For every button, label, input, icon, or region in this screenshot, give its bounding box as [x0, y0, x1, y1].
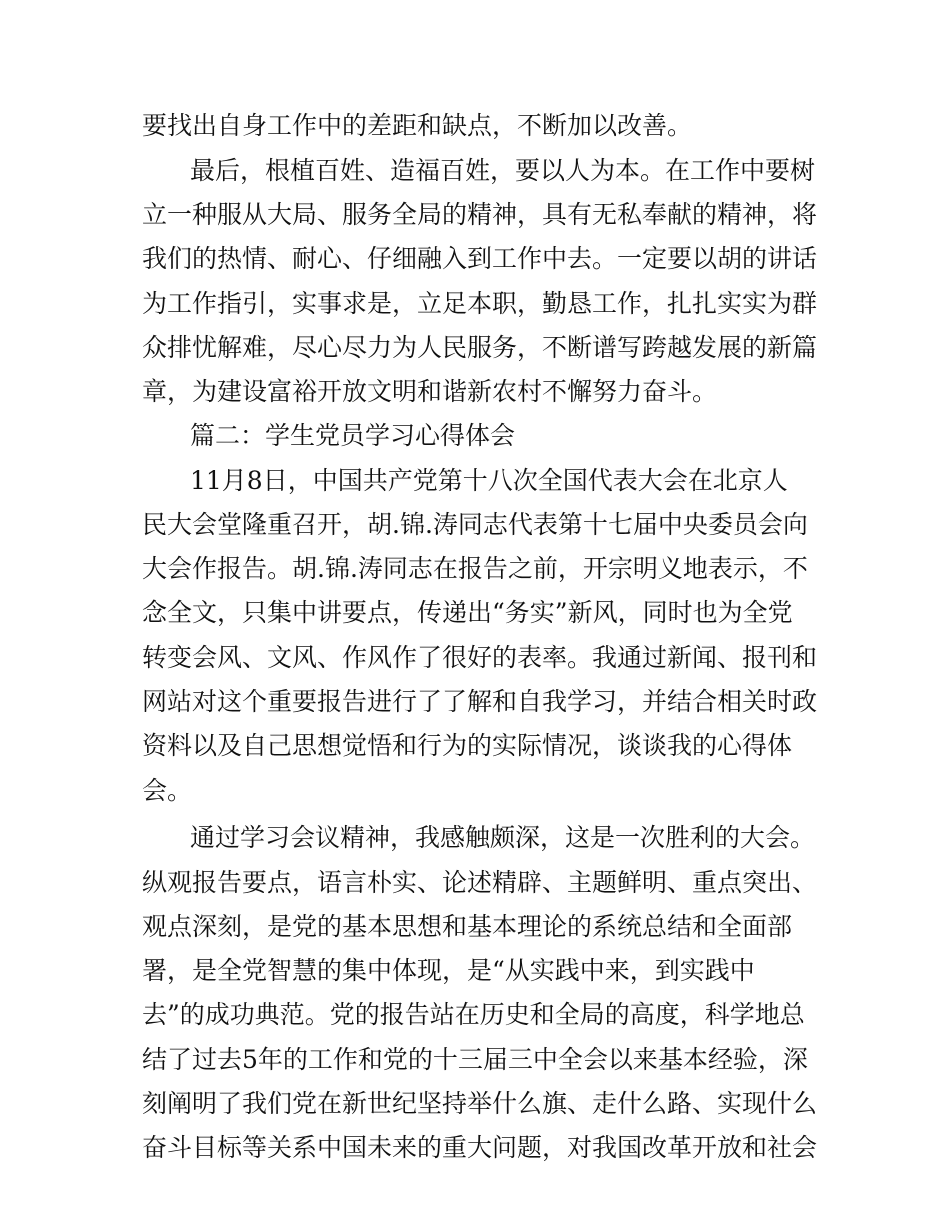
text-line: 署，是全党智慧的集中体现，是“从实践中来，到实践中: [142, 956, 755, 985]
text-line: 观点深刻，是党的基本思想和基本理论的系统总结和全面部: [142, 912, 793, 941]
text-line: 章，为建设富裕开放文明和谐新农村不懈努力奋斗。: [142, 377, 718, 406]
text-line: 要找出自身工作中的差距和缺点，不断加以改善。: [142, 111, 693, 140]
text-line: 纵观报告要点，语言朴实、论述精辟、主题鲜明、重点突出、: [142, 868, 818, 897]
text-line: 我们的热情、耐心、仔细融入到工作中去。一定要以胡的讲话: [142, 244, 818, 273]
text-line: 众排忧解难，尽心尽力为人民服务，不断谱写跨越发展的新篇: [142, 333, 818, 362]
text-line: 奋斗目标等关系中国未来的重大问题，对我国改革开放和社会: [142, 1133, 818, 1162]
text-line: 资料以及自己思想觉悟和行为的实际情况，谈谈我的心得体: [142, 731, 793, 760]
text-line: 立一种服从大局、服务全局的精神，具有无私奉献的精神，将: [142, 200, 818, 229]
text-line: 通过学习会议精神，我感触颇深，这是一次胜利的大会。: [190, 823, 816, 852]
text-line: 大会作报告。胡.锦.涛同志在报告之前，开宗明义地表示，不: [142, 554, 808, 583]
text-line: 念全文，只集中讲要点，传递出“务实”新风，同时也为全党: [142, 598, 793, 627]
text-line: 会。: [142, 776, 193, 805]
text-line: 去”的成功典范。党的报告站在历史和全局的高度，科学地总: [142, 1000, 805, 1029]
section-heading: 篇二：学生党员学习心得体会: [190, 421, 516, 450]
text-line: 为工作指引，实事求是，立足本职，勤恳工作，扎扎实实为群: [142, 289, 818, 318]
text-line: 结了过去5年的工作和党的十三届三中全会以来基本经验，深: [142, 1045, 808, 1074]
text-line: 网站对这个重要报告进行了了解和自我学习，并结合相关时政: [142, 687, 818, 716]
text-line: 民大会堂隆重召开，胡.锦.涛同志代表第十七届中央委员会向: [142, 510, 808, 539]
text-line: 最后，根植百姓、造福百姓，要以人为本。在工作中要树: [190, 156, 816, 185]
text-line: 转变会风、文风、作风作了很好的表率。我通过新闻、报刊和: [142, 643, 818, 672]
text-line: 刻阐明了我们党在新世纪坚持举什么旗、走什么路、实现什么: [142, 1089, 818, 1118]
text-line: 11月8日，中国共产党第十八次全国代表大会在北京人: [190, 466, 788, 495]
